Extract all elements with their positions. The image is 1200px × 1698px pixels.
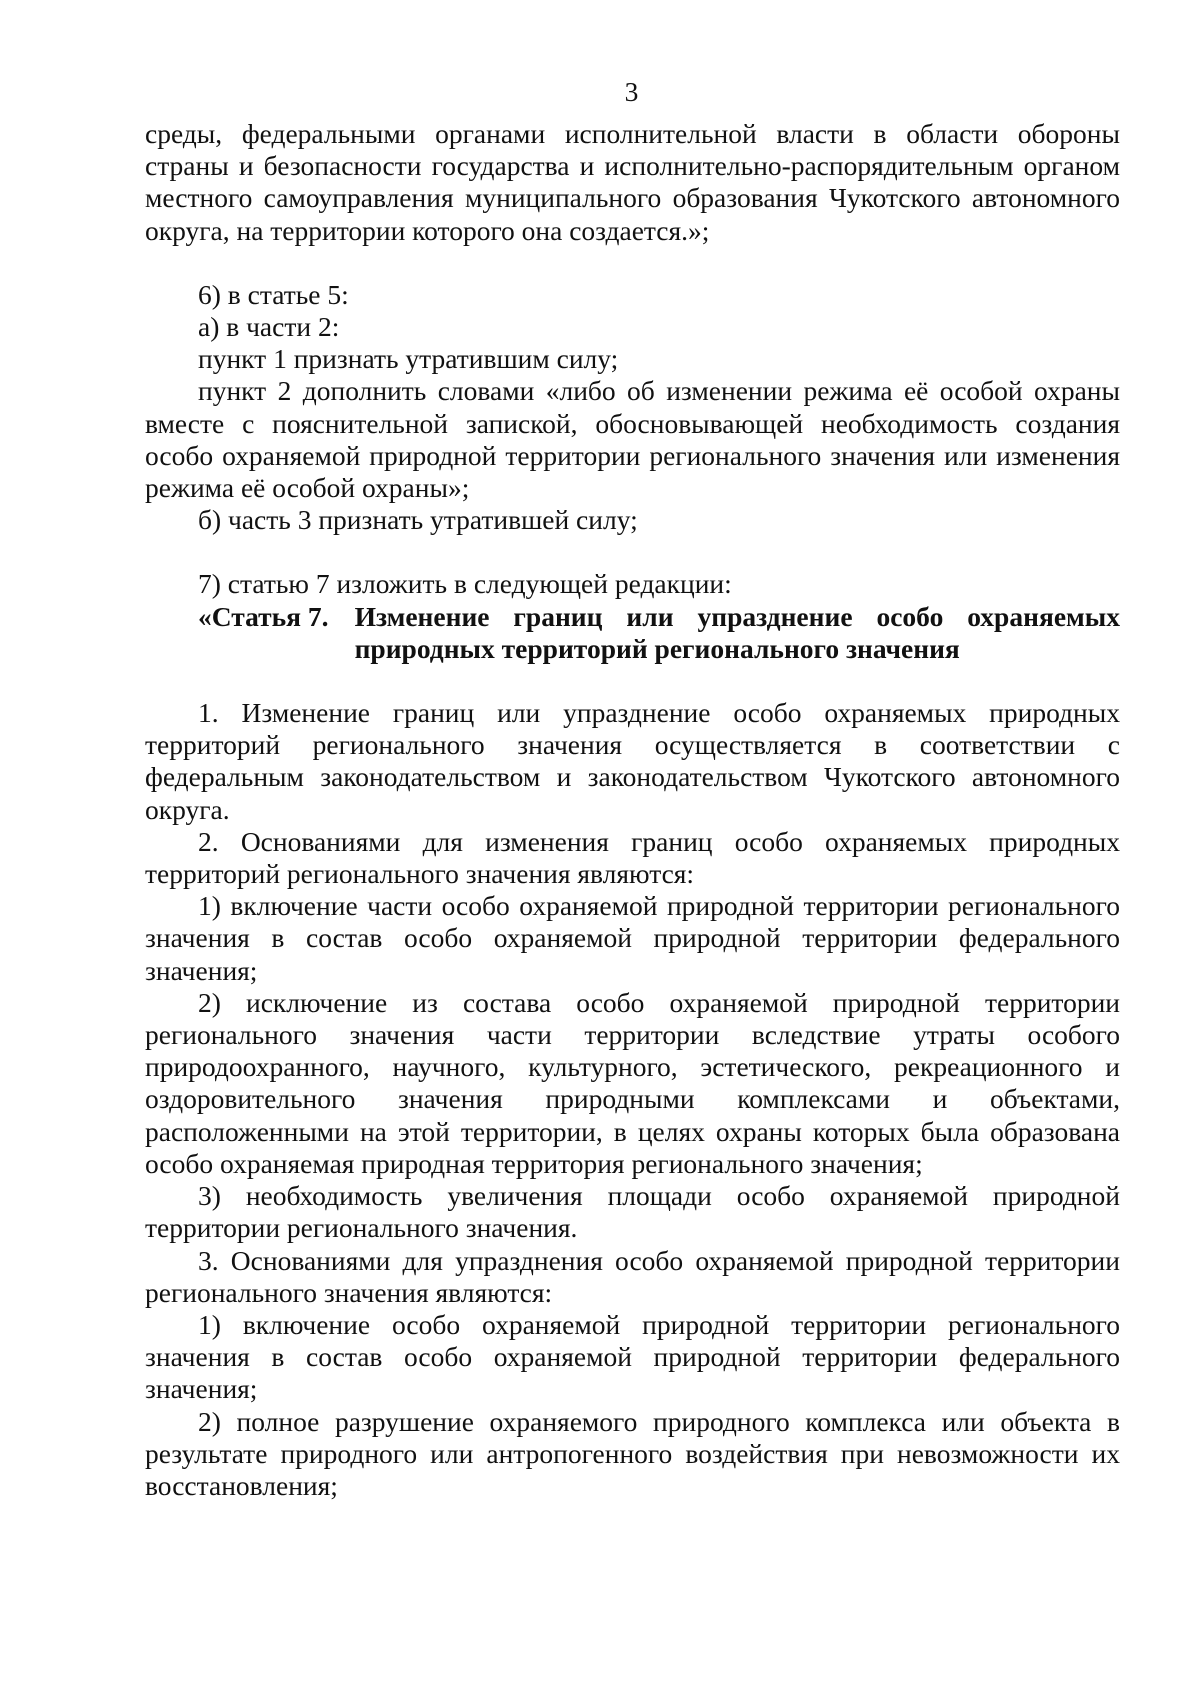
article-part-3-item-1: 1) включение особо охраняемой природной территории регионального значения в состав особо охраняемой природной территории федерального значения; — [145, 1308, 1120, 1405]
item-6-a: а) в части 2: — [198, 311, 340, 343]
document-body — [145, 118, 1120, 1502]
article-heading-label — [145, 601, 355, 665]
item-6-point-1: пункт 1 признать утратившим силу; — [198, 343, 619, 375]
article-part-2-item-1: 1) включение части особо охраняемой природной территории регионального значения в состав особо охраняемой природной территории федерального значения; — [145, 890, 1120, 986]
article-heading-title — [355, 601, 1120, 665]
paragraph-gap — [145, 665, 1120, 697]
paragraph-gap — [145, 536, 1120, 568]
article-part-2-item-3: 3) необходимость увеличения площади особо охраняемой природной территории регионального значения. — [145, 1180, 1120, 1244]
article-heading-line-1: Изменение границ или упразднение особо охраняемых — [354, 600, 1120, 632]
article-heading-label-text: «Статья 7. — [198, 600, 329, 632]
article-part-3-item-2: 2) полное разрушение охраняемого природного комплекса или объекта в результате природного или антропогенного воздействия при невозможности их восстановления; — [145, 1405, 1120, 1501]
item-6-lead: 6) в статье 5: — [198, 278, 349, 310]
article-part-2: 2. Основаниями для изменения границ особо охраняемых природных территорий регионального значения являются: — [145, 825, 1120, 890]
paragraph-gap — [145, 247, 1120, 279]
article-part-3: 3. Основаниями для упразднения особо охраняемой природной территории регионального значения являются: — [145, 1244, 1120, 1308]
article-heading — [145, 601, 1120, 665]
item-7-lead: 7) статью 7 изложить в следующей редакции: — [198, 568, 732, 600]
page-number: 3 — [624, 76, 639, 107]
article-part-2-item-2: 2) исключение из состава особо охраняемой природной территории регионального значения части территории вследствие утраты особого природоохранного, научного, культурного, эстетического, рекреационного и оздоровительного значения природными комплексами и объектами, расположенными на этой территории, в целях охраны которых была образована особо охраняемая природная территория регионального значения; — [145, 986, 1120, 1179]
item-6-b: б) часть 3 признать утратившей силу; — [198, 504, 638, 536]
paragraph-continuation: среды, федеральными органами исполнительной власти в области обороны страны и безопасности государства и исполнительно-распорядительным органом местного самоуправления муниципального образования Чукотского автономного округа, на территории которого она создается.»; — [145, 118, 1120, 246]
item-6-point-2: пункт 2 дополнить словами «либо об изменении режима её особой охраны вместе с пояснительной запиской, обосновывающей необходимость создания особо охраняемой природной территории регионального значения или изменения режима её особой охраны»; — [145, 375, 1120, 504]
article-heading-line-2: природных территорий регионального значения — [354, 632, 960, 664]
article-part-1: 1. Изменение границ или упразднение особо охраняемых природных территорий регионального значения осуществляется в соответствии с федеральным законодательством и законодательством Чукотского автономного округа. — [145, 697, 1120, 825]
